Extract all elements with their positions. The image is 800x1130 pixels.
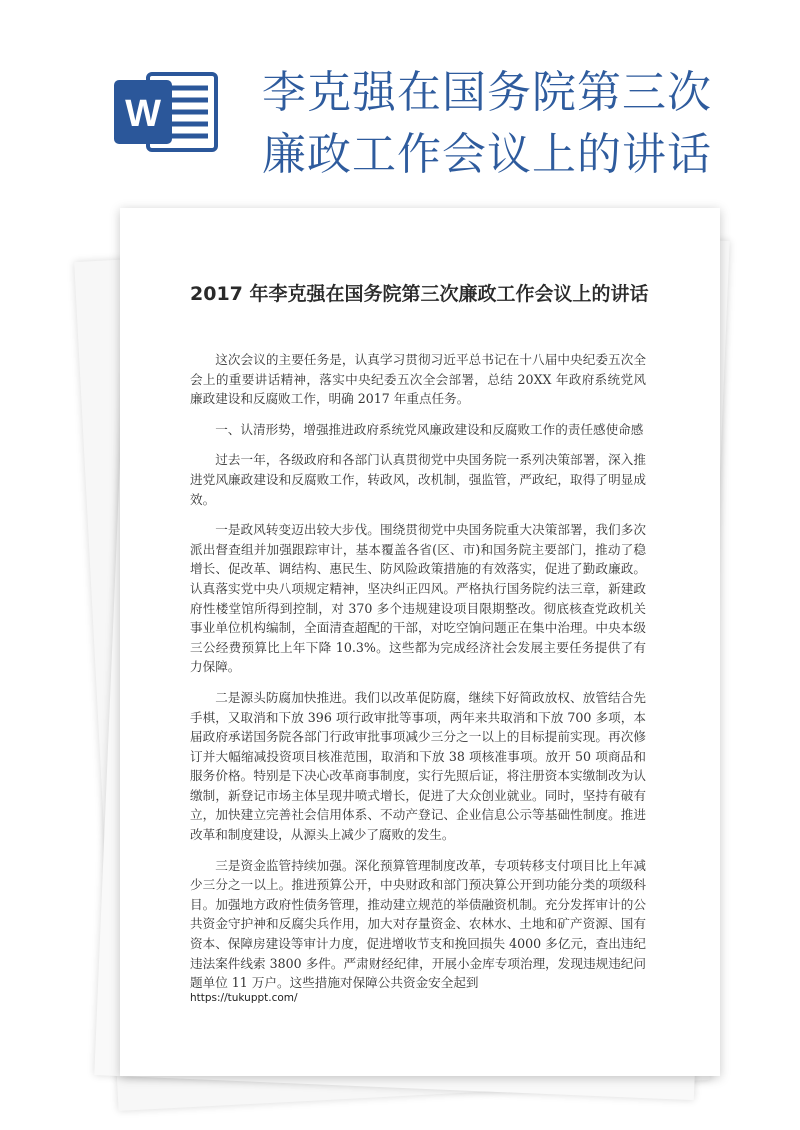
paragraph-point-3: 三是资金监管持续加强。深化预算管理制度改革，专项转移支付项目比上年减少三分之一以上。推进预算公开，中央财政和部门预决算公开到功能分类的项级科目。加强地方政府性债务管理，推动建立规范的举债融资机制。充分发挥审计的公共资金守护神和反腐尖兵作用，加大对存量资金、农林水、土地和矿产资源、国有资本、保障房建设等审计力度，促进增收节支和挽回损失 4000 多亿元，查出违纪违法案件线索 3800 多件。严肃财经纪律，开展小金库专项治理，发现违规违纪问题单位 11 万户。这些措施对保障公共资金安全起到	[190, 857, 646, 991]
word-icon	[112, 68, 220, 156]
svg-text:W: W	[125, 93, 161, 135]
banner-title-line1: 李克强在国务院第三次	[262, 67, 712, 118]
document-page	[120, 208, 720, 1076]
paragraph-point-2: 二是源头防腐加快推进。我们以改革促防腐，继续下好简政放权、放管结合先手棋，又取消和下放 396 项行政审批等事项，两年来共取消和下放 700 多项，本届政府承诺国务院各部门行政审批事项减少三分之一以上的目标提前实现。再次修订并大幅缩减投资项目核准范围，取消和下放 38 项核准事项。放开 50 项商品和服务价格。特别是下决心改革商事制度，实行先照后证，将注册资本实缴制改为认缴制，新登记市场主体呈现井喷式增长，促进了大众创业就业。同时，坚持有破有立，加快建立完善社会信用体系、不动产登记、企业信息公示等基础性制度。推进改革和制度建设，从源头上减少了腐败的发生。	[190, 689, 646, 843]
banner-title	[262, 62, 782, 186]
banner-title-line2: 廉政工作会议上的讲话	[262, 129, 712, 180]
paragraph-point-1: 一是政风转变迈出较大步伐。围绕贯彻党中央国务院重大决策部署，我们多次派出督查组并加强跟踪审计，基本覆盖各省(区、市)和国务院主要部门，推动了稳增长、促改革、调结构、惠民生、防风险政策措施的有效落实，促进了勤政廉政。认真落实党中央八项规定精神，坚决纠正四风。严格执行国务院约法三章，新建政府性楼堂馆所得到控制，对 370 多个违规建设项目限期整改。彻底核查党政机关事业单位机构编制，全面清查超配的干部，对吃空饷问题正在集中治理。中央本级三公经费预算比上年下降 10.3%。这些都为完成经济社会发展主要任务提供了有力保障。	[190, 522, 646, 675]
paragraph-section-heading: 一、认清形势，增强推进政府系统党风廉政建设和反腐败工作的责任感使命感	[215, 421, 644, 437]
paragraph-overview: 过去一年，各级政府和各部门认真贯彻党中央国务院一系列决策部署，深入推进党风廉政建设和反腐败工作，转政风，改机制，强监管，严政纪，取得了明显成效。	[190, 452, 646, 507]
document-title: 2017 年李克强在国务院第三次廉政工作会议上的讲话	[190, 283, 649, 305]
footer-url[interactable]: https://tukuppt.com/	[190, 992, 298, 1004]
document-body	[190, 350, 646, 1004]
paragraph-intro: 这次会议的主要任务是，认真学习贯彻习近平总书记在十八届中央纪委五次全会上的重要讲话精神，落实中央纪委五次全会部署，总结 20XX 年政府系统党风廉政建设和反腐败工作，明确 2017 年重点任务。	[190, 352, 646, 407]
